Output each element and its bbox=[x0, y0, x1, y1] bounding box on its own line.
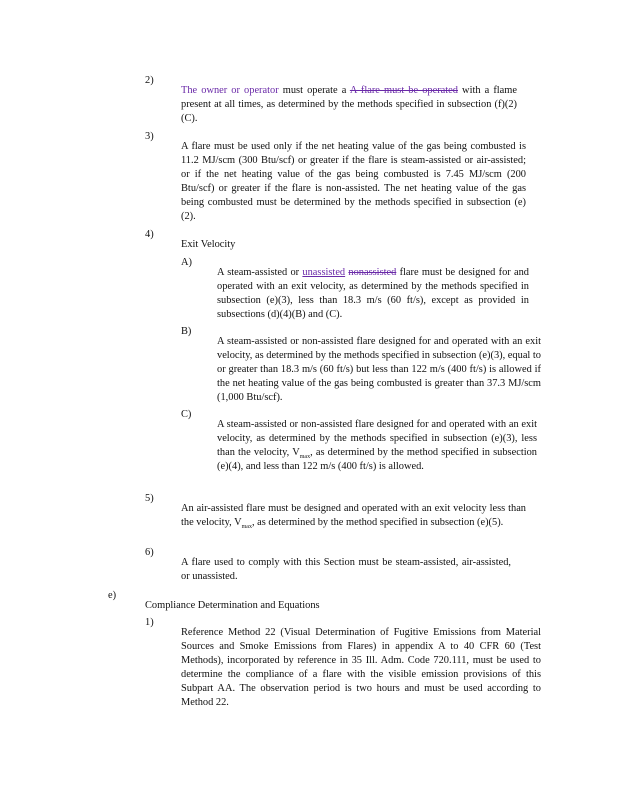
subscript-max: max bbox=[241, 524, 252, 531]
paragraph-e1: Reference Method 22 (Visual Determination of Fugitive Emissions from Material Sources and Smoke Emissions from Flares) in appendix A to 40 CFR 60 (Test Methods), incorporated by reference in 35 Ill. Adm. Code 720.111, must be used to determine the compliance of a flare with the visible emission provisions of this Subpart AA. The observation period is two hours and must be used according to Method 22. bbox=[181, 627, 541, 709]
item-number: 4) bbox=[145, 229, 154, 240]
subscript-max: max bbox=[299, 454, 311, 461]
item-number: 1) bbox=[145, 617, 154, 628]
text: A steam-assisted or bbox=[217, 267, 303, 279]
text: A steam-assisted or non-assisted flare designed for and operated with an exit velocity, as determined by the methods specified in subsection (e)(3), less than the velocity, V bbox=[217, 419, 537, 459]
inserted-text: unassisted bbox=[302, 267, 346, 279]
text: with a flame present at all times, as determined by the methods specified in subsection (f)(2)(C). bbox=[181, 85, 517, 125]
item-number: 5) bbox=[145, 493, 154, 504]
text: flare must be designed for and operated with an exit velocity, as determined by the methods specified in subsection (e)(3), less than 18.3 m/s (60 ft/s), except as provided in subsections (d)(4)(B) and (C). bbox=[217, 267, 529, 321]
item-number: A) bbox=[181, 257, 192, 268]
item-number: C) bbox=[181, 409, 192, 420]
text: , as determined by the method specified in subsection (e)(5). bbox=[251, 517, 504, 529]
inserted-text: The owner or operator bbox=[181, 85, 279, 97]
heading-exit-velocity: Exit Velocity bbox=[181, 239, 236, 251]
item-number: B) bbox=[181, 326, 192, 337]
paragraph-d3: A flare must be used only if the net heating value of the gas being combusted is 11.2 MJ/scm (300 Btu/scf) or greater if the flare is steam-assisted or air-assisted; or if the net heating value of the gas being combusted is 7.45 MJ/scm (200 Btu/scf) or greater if the flare is non-assisted. The net heating value of the gas being combusted must be determined by the methods specified in subsection (e)(2). bbox=[181, 141, 526, 223]
paragraph-d4b: A steam-assisted or non-assisted flare designed for and operated with an exit velocity, as determined by the methods specified in subsection (e)(3), equal to or greater than 18.3 m/s (60 ft/s) but less than 122 m/s (400 ft/s) is allowed if the net heating value of the gas being combusted is greater than 37.3 MJ/scm (1,000 Btu/scf). bbox=[217, 336, 541, 404]
paragraph-d5 bbox=[181, 502, 526, 530]
paragraph-d4c bbox=[217, 418, 537, 474]
text: must operate a bbox=[282, 85, 350, 97]
item-number: 6) bbox=[145, 547, 154, 558]
deleted-text: nonassisted bbox=[348, 267, 397, 279]
paragraph-d2 bbox=[181, 84, 517, 126]
deleted-text: A flare must be operated bbox=[349, 85, 458, 97]
item-number: 3) bbox=[145, 131, 154, 142]
paragraph-d4a bbox=[217, 266, 529, 322]
text: An air-assisted flare must be designed and operated with an exit velocity less than the velocity, V bbox=[181, 503, 526, 529]
heading-compliance: Compliance Determination and Equations bbox=[145, 600, 320, 612]
paragraph-d6: A flare used to comply with this Section must be steam-assisted, air-assisted, or unassisted. bbox=[181, 557, 511, 583]
text: , as determined by the method specified in subsection (e)(4), and less than 122 m/s (400 ft/s) is allowed. bbox=[217, 447, 537, 473]
item-number: 2) bbox=[145, 75, 154, 86]
item-number: e) bbox=[108, 590, 117, 601]
